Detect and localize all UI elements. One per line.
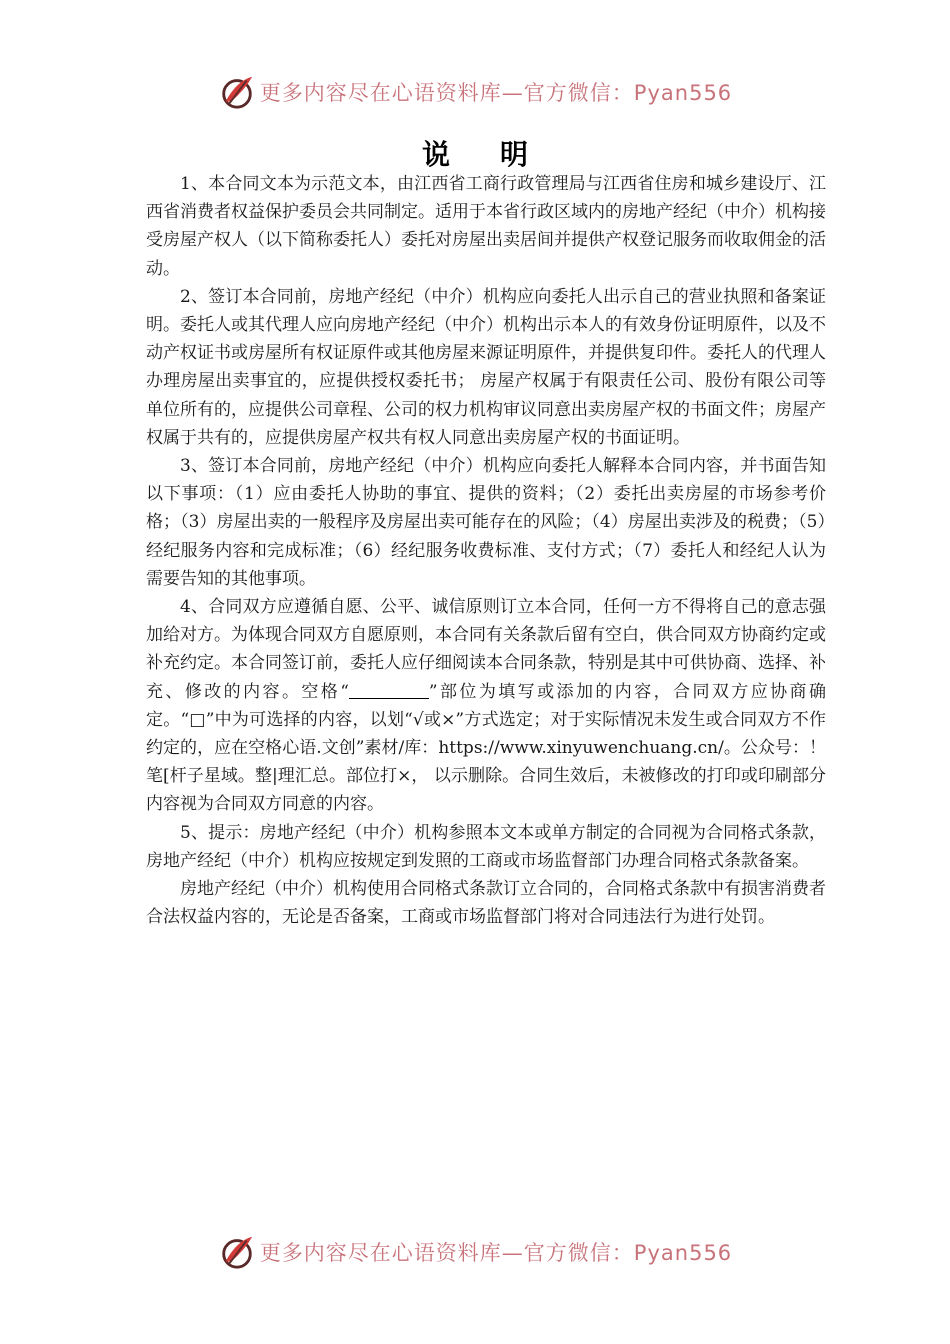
banner-text: 更多内容尽在心语资料库—官方微信：Pyan556: [259, 1241, 733, 1265]
paragraph-6: 房地产经纪（中介）机构使用合同格式条款订立合同的，合同格式条款中有损害消费者合法权益内容的，无论是否备案，工商或市场监督部门将对合同违法行为进行处罚。: [146, 879, 826, 928]
quill-pen-logo-icon: [218, 1233, 256, 1271]
header-banner: [0, 70, 950, 114]
document-body: [146, 170, 826, 931]
quill-pen-logo-icon: [218, 73, 256, 111]
paragraph-4-part-d: ”中为可选择的内容，以划“√或×”方式选定；对于实际情况未发生或合同双方不作约定的，应在空格心语.文创”素材/库：https://www.xinyuwenchuang.cn/。公众号：！笔[杆子星域。整|理汇总。部位打×， 以示删除。合同生效后，未被修改的打印或印刷部分内容视为合同双方同意的内容。: [146, 709, 826, 815]
paragraph-4-part-b: ”部位为填写或添加的内容，合同双方应协商确定。“: [146, 681, 826, 730]
paragraph-2: 2、签订本合同前，房地产经纪（中介）机构应向委托人出示自己的营业执照和备案证明。委托人或其代理人应向房地产经纪（中介）机构出示本人的有效身份证明原件，以及不动产权证书或房屋所有权证原件或其他房屋来源证明原件，并提供复印件。委托人的代理人办理房屋出卖事宜的，应提供授权委托书； 房屋产权属于有限责任公司、股份有限公司等单位所有的，应提供公司章程、公司的权力机构审议同意出卖房屋产权的书面文件；房屋产权属于共有的，应提供房屋产权共有权人同意出卖房屋产权的书面证明。: [146, 286, 826, 448]
banner-text: 更多内容尽在心语资料库—官方微信：Pyan556: [259, 81, 733, 105]
page-title: 说明: [421, 138, 578, 171]
paragraph-3: 3、签订本合同前，房地产经纪（中介）机构应向委托人解释本合同内容，并书面告知以下事项：（1）应由委托人协助的事宜、提供的资料；（2）委托出卖房屋的市场参考价格；（3）房屋出卖的一般程序及房屋出卖可能存在的风险；（4）房屋出卖涉及的税费；（5）经纪服务内容和完成标准；（6）经纪服务收费标准、支付方式；（7）委托人和经纪人认为需要告知的其他事项。: [146, 456, 826, 589]
paragraph-4-part-a: 4、合同双方应遵循自愿、公平、诚信原则订立本合同，任何一方不得将自己的意志强加给对方。为体现合同双方自愿原则，本合同有关条款后留有空白，供合同双方协商约定或补充约定。本合同签订前，委托人应仔细阅读本合同条款，特别是其中可供协商、选择、补充、修改的内容。空格“: [146, 597, 826, 702]
fill-blank-line: [349, 681, 429, 699]
checkbox-symbol: □: [189, 709, 206, 730]
paragraph-4: [146, 593, 826, 819]
paragraph-5: 5、提示：房地产经纪（中介）机构参照本文本或单方制定的合同视为合同格式条款，房地产经纪（中介）机构应按规定到发照的工商或市场监督部门办理合同格式条款备案。: [146, 822, 826, 871]
footer-banner: [0, 1230, 950, 1274]
paragraph-1: 1、本合同文本为示范文本，由江西省工商行政管理局与江西省住房和城乡建设厅、江西省消费者权益保护委员会共同制定。适用于本省行政区域内的房地产经纪（中介）机构接受房屋产权人（以下简称委托人）委托对房屋出卖居间并提供产权登记服务而收取佣金的活动。: [146, 174, 826, 279]
